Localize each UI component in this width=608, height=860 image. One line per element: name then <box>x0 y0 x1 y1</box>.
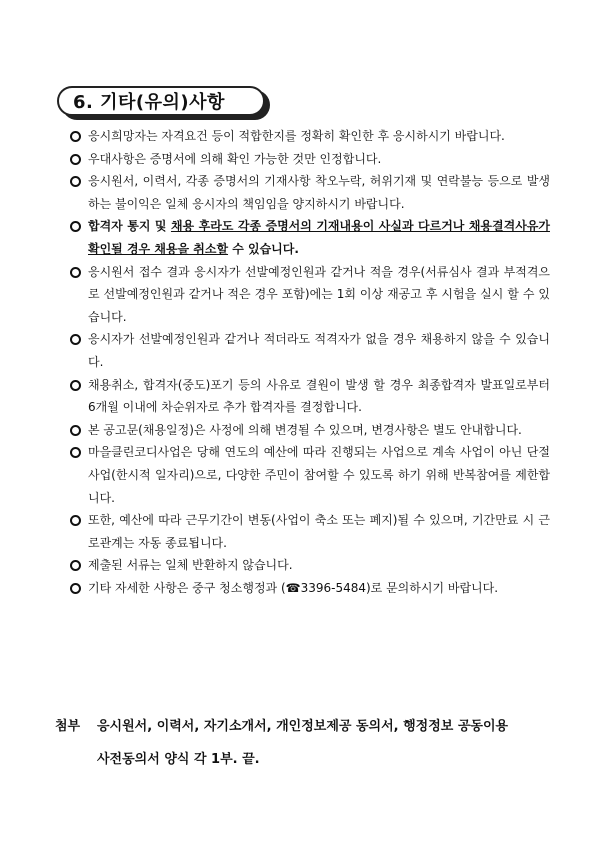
notice-item-3 <box>70 170 550 215</box>
notice-item-12 <box>70 577 550 600</box>
notice-text: 응시원서 접수 결과 응시자가 선발예정인원과 같거나 적을 경우(서류심사 결과 부적격으로 선발예정인원과 같거나 적은 경우 포함)에는 1회 이상 재공고 후 시험을 실시 할 수 있습니다. <box>88 264 550 324</box>
notice-text: 채용취소, 합격자(중도)포기 등의 사유로 결원이 발생 할 경우 최종합격자 발표일로부터 6개월 이내에 차순위자로 추가 합격자를 결정합니다. <box>88 377 550 415</box>
circle-bullet-icon <box>70 425 81 436</box>
notice-item-7 <box>70 374 550 419</box>
notice-item-11 <box>70 554 550 577</box>
section-title: 6. 기타(유의)사항 <box>73 92 225 113</box>
attachment-text-1: 응시원서, 이력서, 자기소개서, 개인정보제공 동의서, 행정정보 공동이용 <box>97 719 509 734</box>
circle-bullet-icon <box>70 176 81 187</box>
notice-item-8 <box>70 419 550 442</box>
notice-text: 기타 자세한 사항은 중구 청소행정과 (☎3396-5484)로 문의하시기 바랍니다. <box>88 580 499 595</box>
notice-text: 응시원서, 이력서, 각종 증명서의 기재사항 착오누락, 허위기재 및 연락불능 등으로 발생하는 불이익은 일체 응시자의 책임임을 양지하시기 바랍니다. <box>88 174 550 211</box>
notice-list <box>70 125 550 599</box>
attachment-line-1 <box>55 710 575 743</box>
notice-prefix: 합격자 통지 및 <box>88 219 171 234</box>
circle-bullet-icon <box>70 154 81 165</box>
notice-item-5 <box>70 261 550 329</box>
circle-bullet-icon <box>70 334 81 345</box>
notice-item-4 <box>70 215 550 260</box>
notice-item-2 <box>70 148 550 171</box>
notice-text: 응시자가 선발예정인원과 같거나 적더라도 적격자가 없을 경우 채용하지 않을 수 있습니다. <box>88 332 550 369</box>
notice-text: 본 공고문(채용일정)은 사정에 의해 변경될 수 있으며, 변경사항은 별도 안내합니다. <box>88 422 522 437</box>
notice-item-1 <box>70 125 550 148</box>
notice-suffix: 수 있습니다. <box>228 241 299 256</box>
circle-bullet-icon <box>70 515 81 526</box>
notice-item-6 <box>70 328 550 373</box>
circle-bullet-icon <box>70 267 81 278</box>
circle-bullet-icon <box>70 583 81 594</box>
attachment-block <box>55 710 575 776</box>
notice-emphasis: 채용 후라도 각종 증명서의 기재내용이 사실과 다르거나 채용결격사유가 확인될 경우 채용을 취소할 <box>88 219 550 256</box>
circle-bullet-icon <box>70 447 81 458</box>
notice-text: 또한, 예산에 따라 근무기간이 변동(사업이 축소 또는 폐지)될 수 있으며, 기간만료 시 근로관계는 자동 종료됩니다. <box>88 513 550 550</box>
notice-item-9 <box>70 441 550 509</box>
notice-text: 마을클린코디사업은 당해 연도의 예산에 따라 진행되는 사업으로 계속 사업이 아닌 단절 사업(한시적 일자리)으로, 다양한 주민이 참여할 수 있도록 하기 위해 반복참여를 제한합니다. <box>88 445 550 505</box>
circle-bullet-icon <box>70 131 81 142</box>
notice-item-10 <box>70 509 550 554</box>
circle-bullet-icon <box>70 380 81 391</box>
notice-text: 우대사항은 증명서에 의해 확인 가능한 것만 인정합니다. <box>88 151 382 166</box>
notice-text: 응시희망자는 자격요건 등이 적합한지를 정확히 확인한 후 응시하시기 바랍니다. <box>88 129 505 143</box>
section-title-box <box>57 86 265 116</box>
notice-text-emphasized <box>88 215 550 260</box>
attachment-label: 첨부 <box>55 719 81 734</box>
notice-text: 제출된 서류는 일체 반환하지 않습니다. <box>88 558 293 573</box>
circle-bullet-icon <box>70 560 81 571</box>
attachment-text-2: 사전동의서 양식 각 1부. 끝. <box>97 752 260 767</box>
circle-bullet-icon <box>70 221 81 232</box>
